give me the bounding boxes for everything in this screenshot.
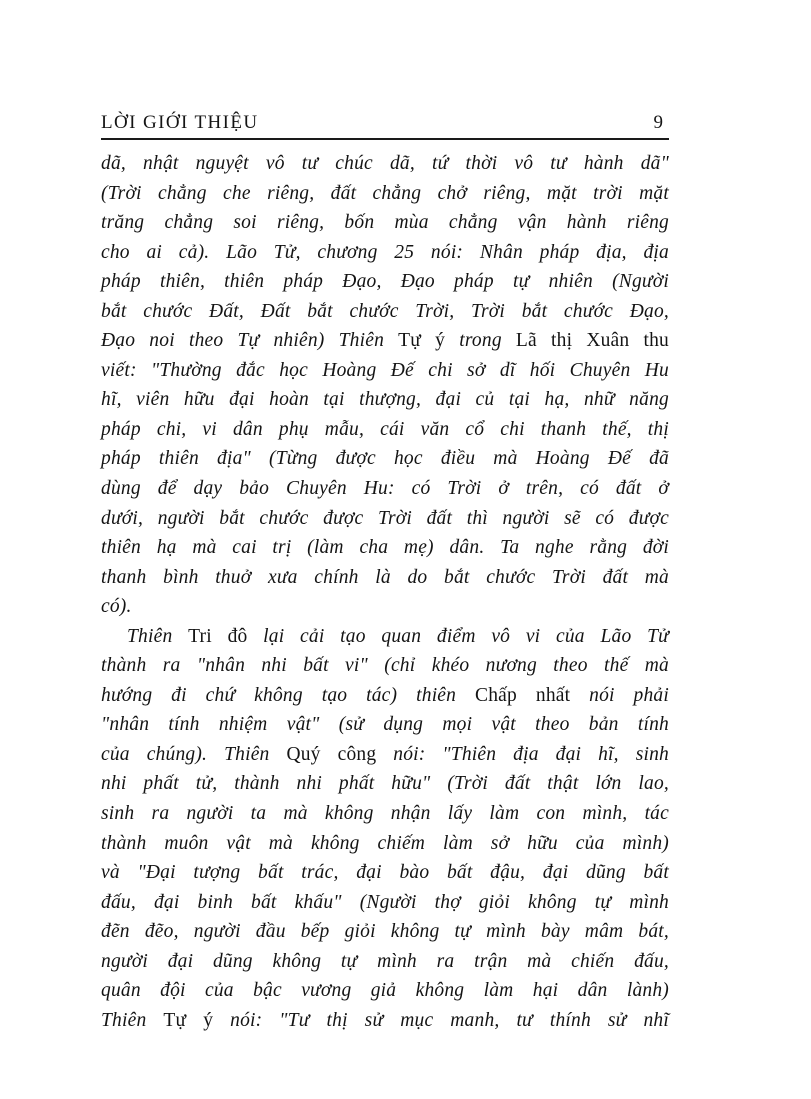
italic-text-segment: nói: "Thiên địa đại hĩ, sinh xyxy=(393,743,669,765)
italic-text-segment: dưới, người bắt chước được Trời đất thì người sẽ có được xyxy=(101,507,669,529)
italic-text-segment: thanh bình thuở xưa chính là do bắt chước Trời đất mà xyxy=(101,566,669,588)
text-line xyxy=(101,710,669,740)
text-line xyxy=(101,326,669,356)
text-line xyxy=(101,1006,669,1036)
italic-text-segment: nói phải xyxy=(589,684,669,706)
italic-text-segment: thành ra "nhân nhi bất vi" (chỉ khéo nương theo thế mà xyxy=(101,655,669,677)
text-line xyxy=(101,356,669,386)
italic-text-segment: pháp thiên địa" (Từng được học điều mà Hoàng Đế đã xyxy=(101,448,669,470)
italic-text-segment: đấu, đại binh bất khấu" (Người thợ giỏi không tự mình xyxy=(101,891,669,913)
text-line xyxy=(101,681,669,711)
text-line xyxy=(101,474,669,504)
text-line xyxy=(101,149,669,179)
italic-text-segment: Thiên xyxy=(101,1009,164,1031)
text-line xyxy=(101,622,669,652)
body-text xyxy=(101,149,669,1035)
text-line xyxy=(101,504,669,534)
italic-text-segment: của chúng). Thiên xyxy=(101,743,287,765)
text-line xyxy=(101,858,669,888)
roman-text-segment: Quý công xyxy=(286,743,394,765)
italic-text-segment: cho ai cả). Lão Tử, chương 25 nói: Nhân pháp địa, địa xyxy=(101,241,669,263)
italic-text-segment: thành muôn vật mà không chiếm làm sở hữu của mình) xyxy=(101,832,669,854)
text-line xyxy=(101,563,669,593)
running-header xyxy=(101,110,669,140)
italic-text-segment: trong xyxy=(459,330,516,352)
italic-text-segment: quân đội của bậc vương giả không làm hại dân lành) xyxy=(101,980,669,1002)
text-line xyxy=(101,297,669,327)
italic-text-segment: hướng đi chứ không tạo tác) xyxy=(101,684,417,706)
text-line xyxy=(101,592,669,622)
italic-text-segment: dã, nhật nguyệt vô tư chúc dã, tứ thời vô tư hành dã" xyxy=(101,153,669,174)
italic-text-segment: pháp chi, vi dân phụ mẫu, cái văn cổ chi thanh thế, thị xyxy=(101,418,669,440)
roman-text-segment: Chấp nhất xyxy=(475,684,590,706)
italic-text-segment: trăng chẳng soi riêng, bốn mùa chẳng vận hành riêng xyxy=(101,212,669,234)
italic-text-segment: nói: "Tư thị sử mục manh, tư thính sử nhĩ xyxy=(230,1009,669,1031)
roman-text-segment: Tự ý xyxy=(398,330,460,352)
italic-text-segment: có). xyxy=(101,596,132,618)
italic-text-segment: "nhân tính nhiệm vật" (sử dụng mọi vật theo bản tính xyxy=(101,714,669,736)
italic-text-segment: lại cải tạo quan điểm vô vi của Lão Tử xyxy=(263,625,669,647)
italic-text-segment: thiên hạ mà cai trị (làm cha mẹ) dân. Ta nghe rằng đời xyxy=(101,537,669,559)
text-line xyxy=(101,740,669,770)
chapter-title: LỜI GIỚI THIỆU xyxy=(101,112,259,133)
italic-text-segment: Đạo noi theo Tự nhiên) Thiên xyxy=(101,330,399,352)
roman-text-segment: Lã thị Xuân thu xyxy=(515,330,670,352)
text-line xyxy=(101,208,669,238)
italic-text-segment: bắt chước Đất, Đất bắt chước Trời, Trời bắt chước Đạo, xyxy=(101,300,669,322)
text-line xyxy=(101,769,669,799)
text-line xyxy=(101,533,669,563)
italic-text-segment: sinh ra người ta mà không nhận lấy làm con mình, tác xyxy=(101,803,669,825)
italic-text-segment: Thiên xyxy=(127,625,189,647)
italic-text-segment: viết: "Thường đắc học Hoàng Đế chi sở dĩ hối Chuyên Hu xyxy=(101,359,669,381)
italic-text-segment: dùng để dạy bảo Chuyên Hu: có Trời ở trên, có đất ở xyxy=(101,478,669,500)
text-line xyxy=(101,651,669,681)
text-line xyxy=(101,799,669,829)
text-line xyxy=(101,267,669,297)
text-line xyxy=(101,385,669,415)
italic-text-segment: đẽn đẽo, người đầu bếp giỏi không tự mình bày mâm bát, xyxy=(101,921,669,943)
text-line xyxy=(101,829,669,859)
text-line xyxy=(101,947,669,977)
italic-text-segment: người đại dũng không tự mình ra trận mà chiến đấu, xyxy=(101,950,669,972)
italic-text-segment: hĩ, viên hữu đại hoàn tại thượng, đại củ tại hạ, nhữ năng xyxy=(101,389,669,411)
text-line xyxy=(101,888,669,918)
italic-text-segment: pháp thiên, thiên pháp Đạo, Đạo pháp tự nhiên (Người xyxy=(101,271,669,293)
italic-text-segment: (Trời chẳng che riêng, đất chẳng chở riêng, mặt trời mặt xyxy=(101,182,669,204)
text-line xyxy=(101,444,669,474)
italic-text-segment: và "Đại tượng bất trác, đại bào bất đậu, đại dũng bất xyxy=(101,862,669,884)
text-line xyxy=(101,976,669,1006)
text-line xyxy=(101,917,669,947)
italic-text-segment: thiên xyxy=(416,684,476,706)
text-line xyxy=(101,179,669,209)
text-line xyxy=(101,238,669,268)
roman-text-segment: Tự ý xyxy=(163,1009,231,1031)
italic-text-segment: nhi phất tử, thành nhi phất hữu" (Trời đất thật lớn lao, xyxy=(101,773,669,795)
page-number: 9 xyxy=(653,112,663,133)
roman-text-segment: Tri đô xyxy=(188,625,264,647)
text-line xyxy=(101,415,669,445)
